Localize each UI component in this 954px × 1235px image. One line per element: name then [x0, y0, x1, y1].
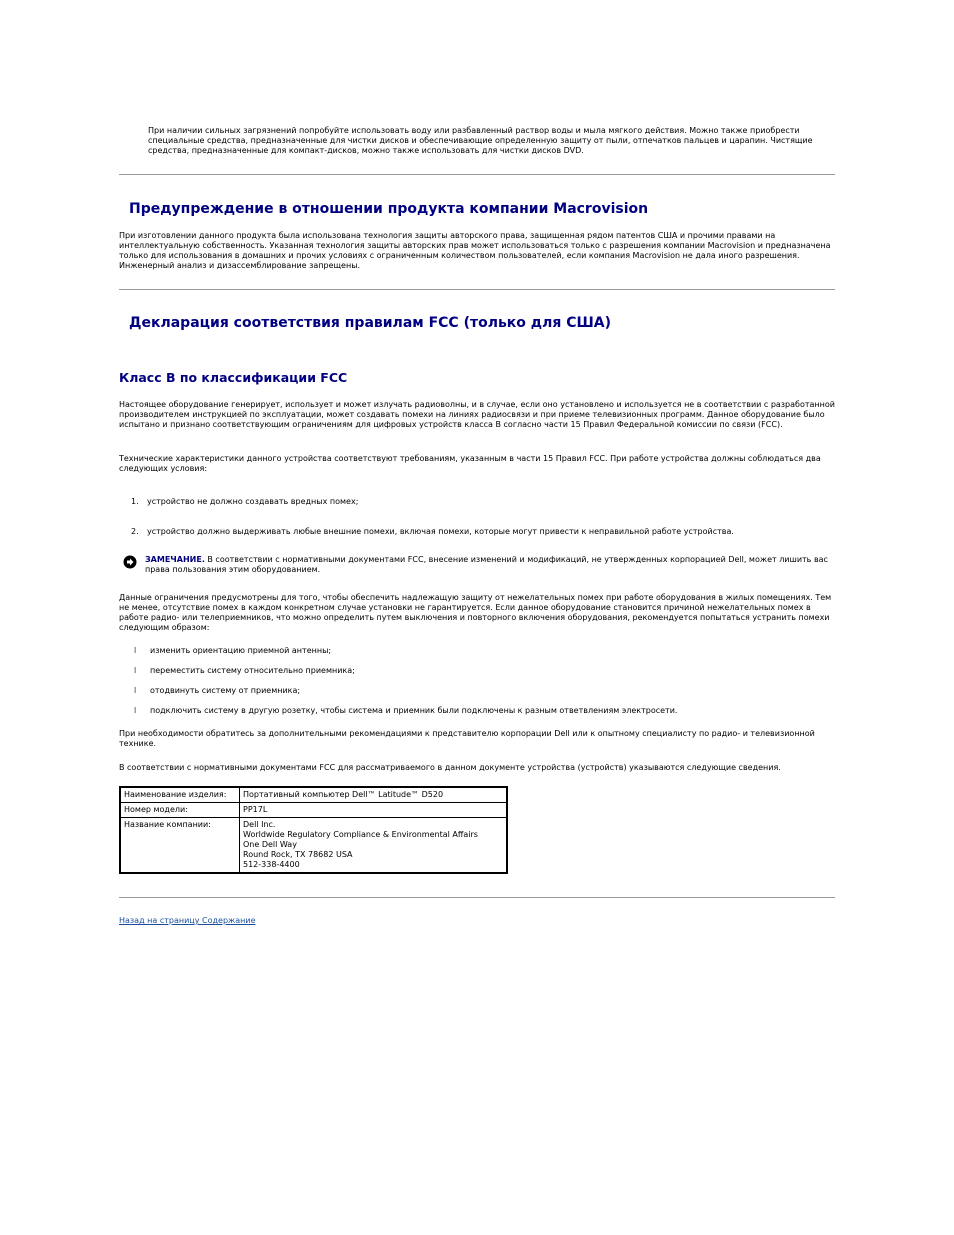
bullet-marker: l	[134, 666, 137, 675]
product-info-table	[119, 786, 508, 874]
table-row	[120, 818, 507, 874]
table-cell-value: PP17L	[240, 803, 508, 818]
bullet-marker: l	[134, 706, 137, 715]
fcc-paragraph-1: Настоящее оборудование генерирует, использует и может излучать радиоволны, и в случае, если оно установлено и используется не в соответствии с разработанной производителем инструкцией по эксплуатации, может создавать помехи на линиях радиосвязи и при приеме телевизионных программ. Данное оборудование было испытано и признано соответствующим ограничениям для цифровых устройств класса B согласно части 15 Правил Федеральной комиссии по связи (FCC).	[119, 400, 835, 429]
section-divider	[119, 897, 835, 898]
table-cell-label: Название компании:	[120, 818, 240, 874]
table-cell-label: Номер модели:	[120, 803, 240, 818]
fcc-paragraph-2: Технические характеристики данного устройства соответствуют требованиям, указанным в части 15 Правил FCC. При работе устройства должны соблюдаться два следующих условия:	[119, 454, 821, 473]
bullet-marker: l	[134, 646, 137, 655]
notice-text	[145, 555, 835, 575]
company-line: Round Rock, TX 78682 USA	[243, 850, 353, 859]
company-line: Worldwide Regulatory Compliance & Environmental Affairs	[243, 830, 478, 839]
macrovision-paragraph: При изготовлении данного продукта была использована технология защиты авторского права, защищенная рядом патентов США и прочими правами на интеллектуальную собственность. Указанная технология защиты авторских прав может использоваться только с разрешения компании Macrovision и предназначена только для использования в домашних и прочих условиях с ограниченным количеством пользователей, если компания Macrovision не дала иного разрешения. Инженерный анализ и дизассемблирование запрещены.	[119, 231, 831, 270]
back-to-contents-link[interactable]: Назад на страницу Содержание	[119, 916, 256, 925]
condition-text: устройство не должно создавать вредных помех;	[147, 497, 359, 506]
company-line: Dell Inc.	[243, 820, 276, 829]
measure-item	[134, 706, 834, 715]
measure-item	[134, 686, 834, 695]
company-line: 512-338-4400	[243, 860, 300, 869]
table-row	[120, 787, 507, 803]
fcc-heading: Декларация соответствия правилам FCC (только для США)	[129, 315, 612, 331]
measure-text: изменить ориентацию приемной антенны;	[150, 646, 332, 655]
measure-item	[134, 646, 834, 655]
measure-text: подключить систему в другую розетку, чтобы система и приемник были подключены к разным ответвлениям электросети.	[150, 706, 678, 715]
measure-item	[134, 666, 834, 675]
intro-paragraph: При наличии сильных загрязнений попробуйте использовать воду или разбавленный раствор воды и мыла мягкого действия. Можно также приобрести специальные средства, предназначенные для чистки дисков и обеспечивающие определенную защиту от пыли, отпечатков пальцев и царапин. Чистящие средства, предназначенные для компакт-дисков, можно также использовать для чистки дисков DVD.	[148, 126, 813, 155]
condition-number: 2.	[131, 527, 139, 536]
section-divider	[119, 289, 835, 290]
table-row	[120, 803, 507, 818]
notice-arrow-icon	[123, 555, 137, 569]
condition-item	[131, 527, 831, 536]
fcc-paragraph-3: Данные ограничения предусмотрены для того, чтобы обеспечить надлежащую защиту от нежелательных помех при работе оборудования в жилых помещениях. Тем не менее, отсутствие помех в каждом конкретном случае установки не гарантируется. Если данное оборудование становится причиной нежелательных помех в работе радио- или телеприемников, что можно определить путем выключения и повторного включения оборудования, рекомендуется попытаться устранить помехи следующим образом:	[119, 593, 832, 632]
condition-text: устройство должно выдерживать любые внешние помехи, включая помехи, которые могут привести к неправильной работе устройства.	[147, 527, 734, 536]
company-line: One Dell Way	[243, 840, 297, 849]
notice-body: В соответствии с нормативными документами FCC, внесение изменений и модификаций, не утвержденных корпорацией Dell, может лишить вас права пользования этим оборудованием.	[145, 555, 828, 574]
notice-label: ЗАМЕЧАНИЕ.	[145, 555, 205, 564]
fcc-paragraph-5: В соответствии с нормативными документами FCC для рассматриваемого в данном документе устройства (устройств) указываются следующие сведения.	[119, 763, 781, 772]
table-cell-label: Наименование изделия:	[120, 787, 240, 803]
condition-item	[131, 497, 831, 506]
measure-text: переместить систему относительно приемника;	[150, 666, 355, 675]
condition-number: 1.	[131, 497, 139, 506]
table-cell-value: Портативный компьютер Dell™ Latitude™ D520	[240, 787, 508, 803]
bullet-marker: l	[134, 686, 137, 695]
section-divider	[119, 174, 835, 175]
fcc-paragraph-4: При необходимости обратитесь за дополнительными рекомендациями к представителю корпорации Dell или к опытному специалисту по радио- и телевизионной технике.	[119, 729, 815, 748]
measure-text: отодвинуть систему от приемника;	[150, 686, 301, 695]
macrovision-heading: Предупреждение в отношении продукта компании Macrovision	[129, 201, 649, 217]
table-cell-value	[240, 818, 508, 874]
fcc-class-b-heading: Класс B по классификации FCC	[119, 370, 348, 385]
